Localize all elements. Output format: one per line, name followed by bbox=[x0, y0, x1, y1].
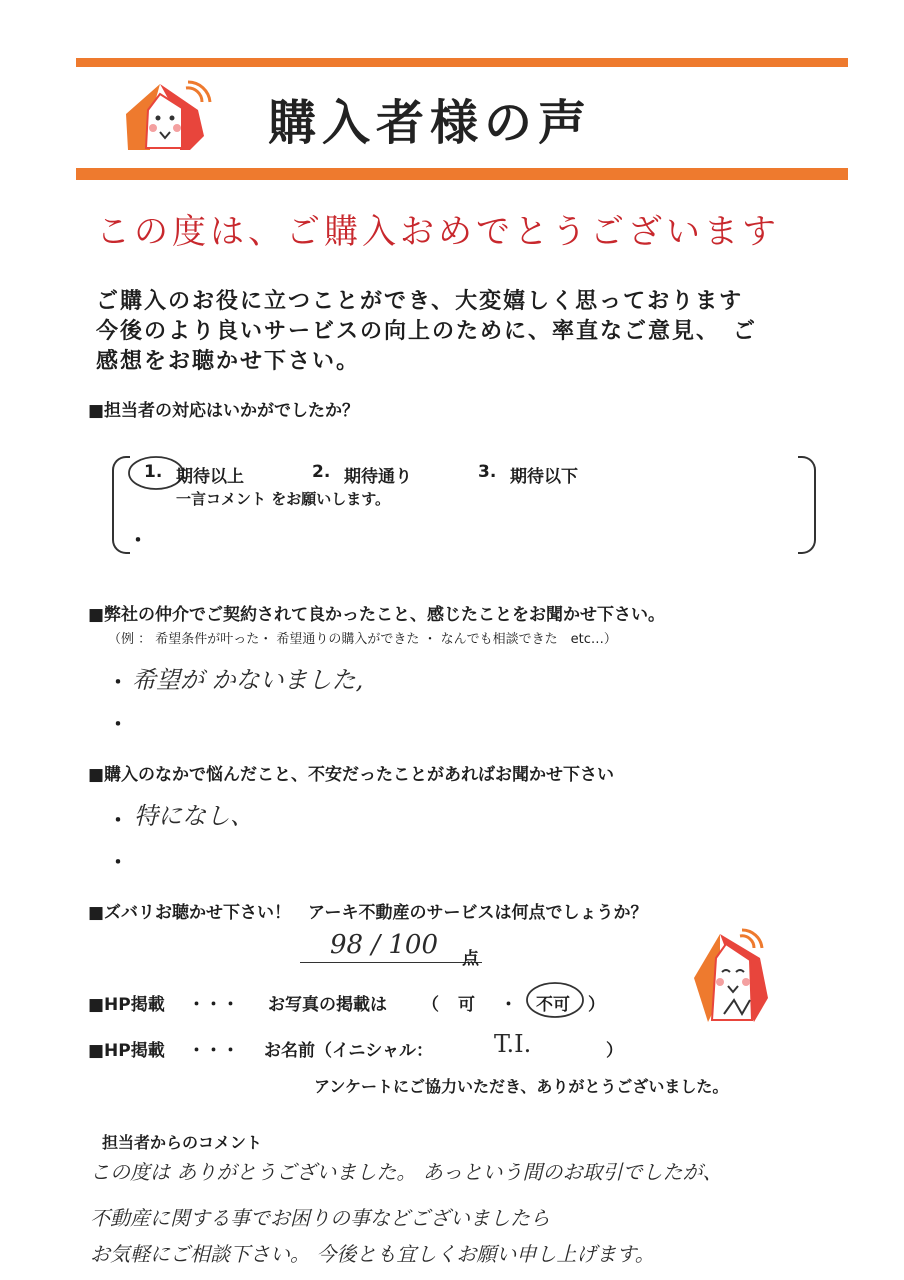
page-title: 購入者様の声 bbox=[268, 95, 593, 151]
question-staff-response: ■担当者の対応はいかがでしたか？ bbox=[88, 401, 360, 421]
handwritten-score: 98 / 100 bbox=[330, 930, 438, 960]
hp-photo-option-ng[interactable]: 不可 bbox=[536, 995, 570, 1015]
hp-name-question: お名前（イニシャル： bbox=[264, 1041, 433, 1061]
hp-name-dots: ・・・ bbox=[188, 1041, 239, 1061]
option-1-number[interactable]: 1. bbox=[144, 462, 163, 482]
option-3-label[interactable]: 期待以下 bbox=[510, 467, 578, 487]
waving-mascot-icon bbox=[690, 928, 774, 1032]
score-unit: 点 bbox=[462, 949, 479, 969]
answer-bullet: ・ bbox=[108, 712, 128, 736]
staff-comment-line-1: この度は ありがとうございました。 あっという間のお取引でしたが、 bbox=[90, 1160, 723, 1184]
answer-bullet: ・ bbox=[108, 670, 128, 694]
selected-circle-mark bbox=[524, 980, 586, 1020]
congrats-subtitle: この度は、ご購入おめでとうございます bbox=[96, 212, 780, 252]
header-top-bar bbox=[76, 58, 848, 67]
comment-bracket-right bbox=[798, 456, 816, 554]
hp-photo-option-ok[interactable]: 可 bbox=[458, 995, 475, 1015]
comment-bullet: ・ bbox=[128, 528, 148, 552]
comment-prompt: 一言コメント をお願いします。 bbox=[176, 490, 391, 508]
question-score: ■ズバリお聴かせ下さい！ アーキ不動産のサービスは何点でしょうか？ bbox=[88, 903, 648, 923]
handwritten-answer-concerns: 特になし、 bbox=[134, 802, 254, 830]
staff-comment-heading: 担当者からのコメント bbox=[102, 1133, 263, 1152]
option-3-number[interactable]: 3. bbox=[478, 462, 497, 482]
thanks-message: アンケートにご協力いただき、ありがとうございました。 bbox=[314, 1077, 729, 1096]
question-good-points-example: （例 ： 希望条件が叶った・ 希望通りの購入ができた ・ なんでも相談できた etc…） bbox=[108, 632, 617, 647]
hp-photo-dots: ・・・ bbox=[188, 995, 239, 1015]
staff-comment-line-3: お気軽にご相談下さい。 今後とも宜しくお願い申し上げます。 bbox=[90, 1242, 655, 1266]
staff-comment-line-2: 不動産に関する事でお困りの事などございましたら bbox=[90, 1206, 550, 1230]
intro-line-2: 今後のより良いサービスの向上のために、率直なご意見、 ご bbox=[96, 319, 758, 344]
hp-name-close-paren: ） bbox=[606, 1041, 623, 1061]
intro-line-1: ご購入のお役に立つことができ、大変嬉しく思っております bbox=[96, 289, 744, 314]
hp-photo-separator: ・ bbox=[500, 995, 517, 1015]
option-2-label[interactable]: 期待通り bbox=[344, 467, 412, 487]
option-1-label[interactable]: 期待以上 bbox=[176, 467, 244, 487]
hp-name-label: ■HP掲載 bbox=[88, 1041, 165, 1061]
header-bottom-bar bbox=[76, 168, 848, 180]
intro-line-3: 感想をお聴かせ下さい。 bbox=[96, 349, 361, 374]
hp-photo-close-paren: ） bbox=[588, 995, 605, 1015]
question-good-points: ■弊社の仲介でご契約されて良かったこと、感じたことをお聞かせ下さい。 bbox=[88, 605, 666, 625]
score-underline bbox=[300, 962, 482, 963]
handwritten-initials: T.I. bbox=[494, 1030, 532, 1058]
house-mascot-icon bbox=[120, 80, 216, 156]
handwritten-answer-good-points: 希望が かないました, bbox=[132, 666, 364, 694]
hp-photo-question: お写真の掲載は bbox=[268, 995, 387, 1015]
answer-bullet: ・ bbox=[108, 850, 128, 874]
option-2-number[interactable]: 2. bbox=[312, 462, 331, 482]
hp-photo-open-paren: （ bbox=[422, 995, 439, 1015]
hp-photo-label: ■HP掲載 bbox=[88, 995, 165, 1015]
answer-bullet: ・ bbox=[108, 808, 128, 832]
question-concerns: ■購入のなかで悩んだこと、不安だったことがあればお聞かせ下さい bbox=[88, 765, 615, 785]
